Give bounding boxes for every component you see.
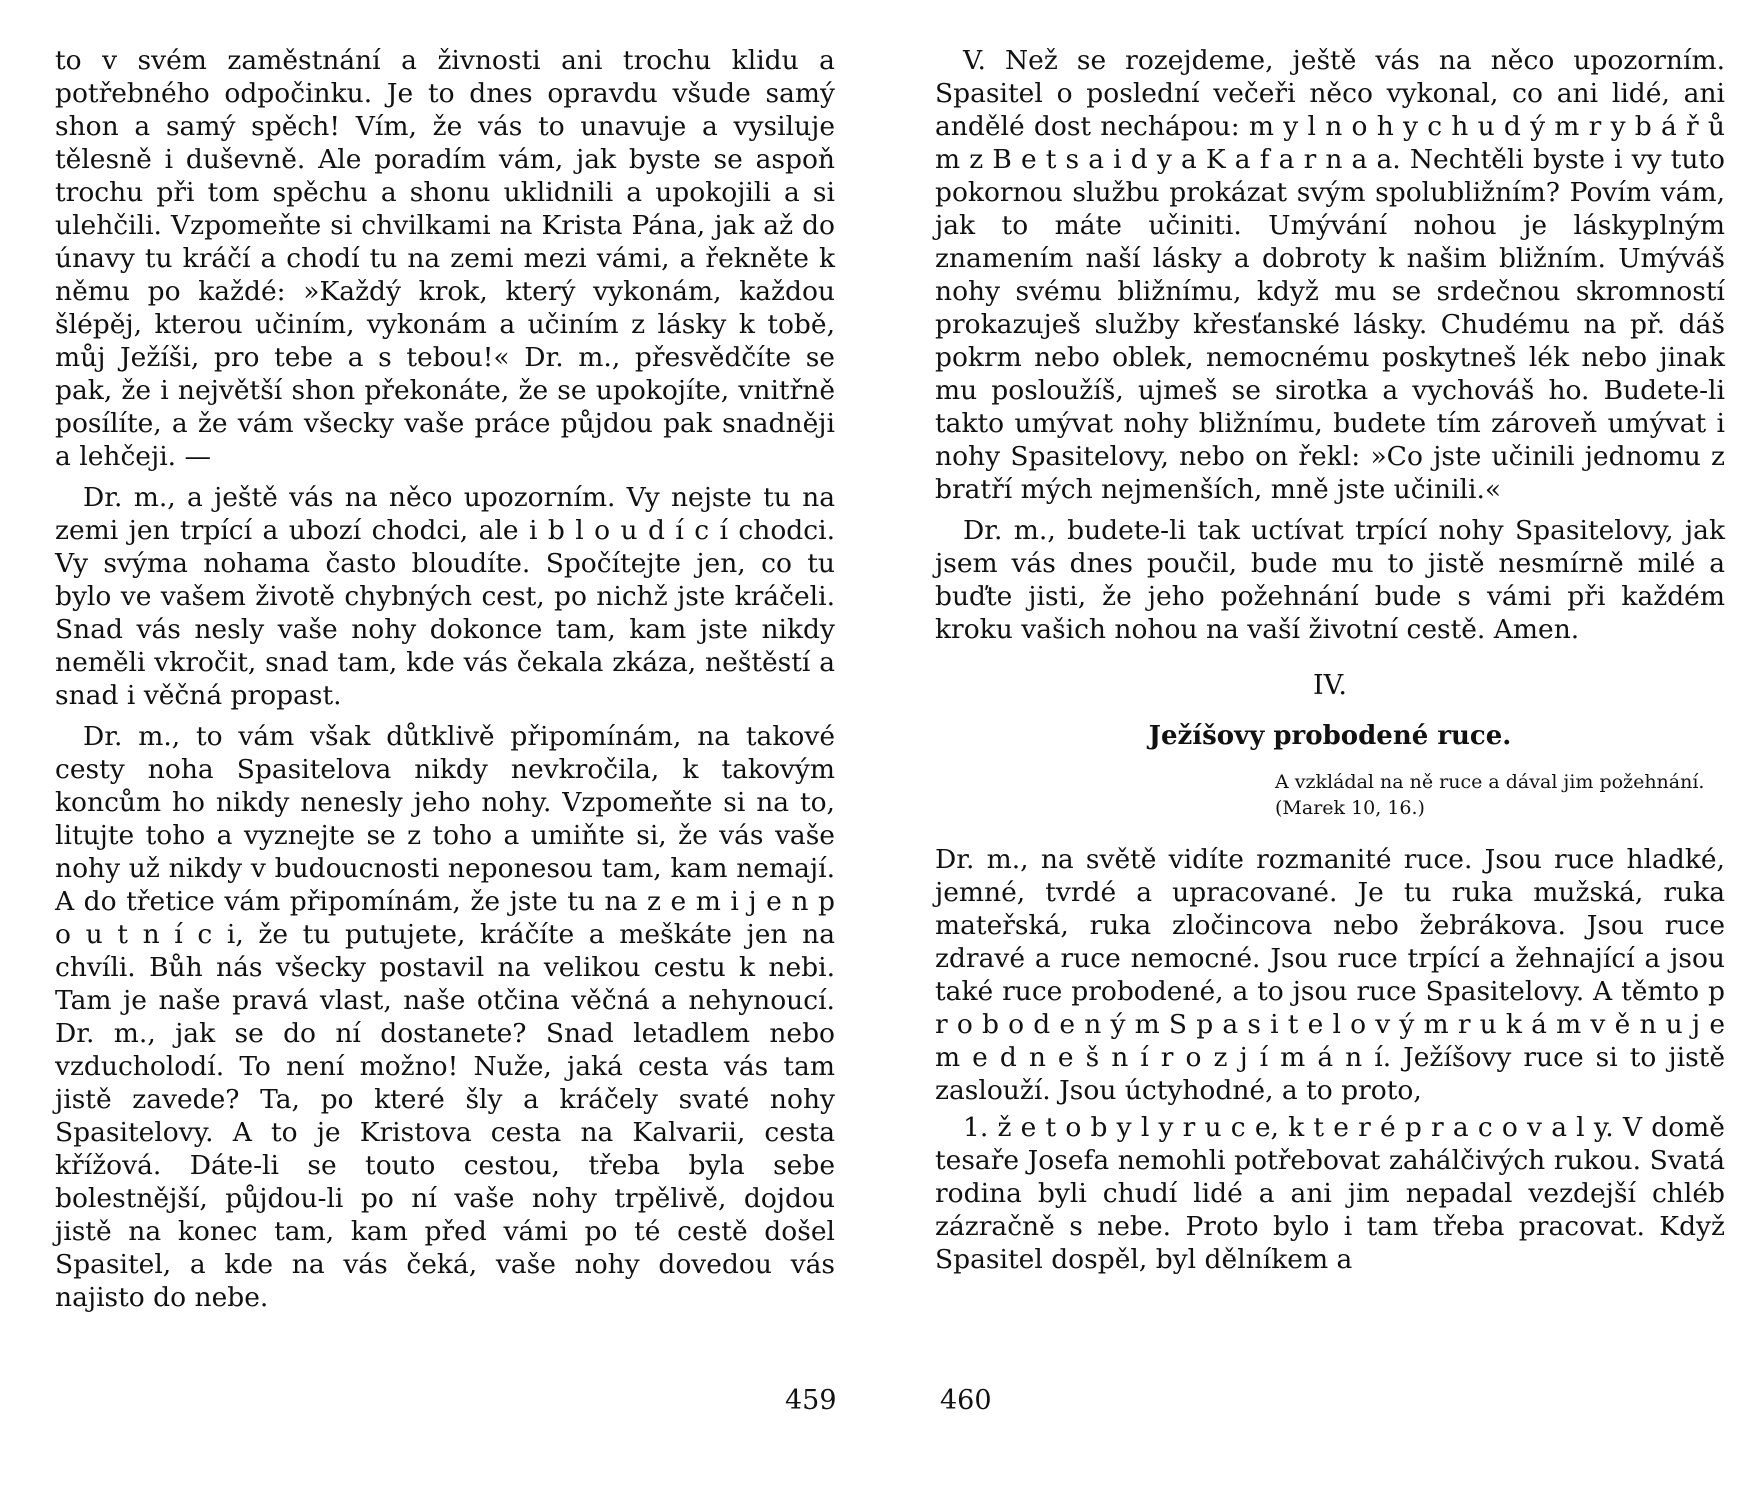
right-paragraph-2: Dr. m., budete-li tak uctívat trpící nohy Spasitelovy, jak jsem vás dnes poučil, bude mu to jistě nesmírně milé a buďte jisti, že jeho požehnání bude s vámi při každém kroku vašich nohou na vaší životní cestě. Amen. [935,515,1725,645]
right-paragraph-3: Dr. m., na světě vidíte rozmanité ruce. Jsou ruce hladké, jemné, tvrdé a upracované. Je tu ruka mužská, ruka mateřská, ruka zločincova nebo žebrákova. Jsou ruce zdravé a ruce nemocné. Jsou ruce trpící a žehnající a jsou také ruce probodené, a to jsou ruce Spasitelovy. A těmto p r o b o d e n ý m S p a s i t e l o v ý m r u k á m v ě n u j e m e d n e š n í r o z j í m á n í. Ježíšovy ruce si to jistě zaslouží. Jsou úctyhodné, a to proto, [935,844,1725,1106]
left-page-number: 459 [785,1385,837,1416]
left-paragraph-3: Dr. m., to vám však důtklivě připomínám, na takové cesty noha Spasitelova nikdy nevkročila, k takovým koncům ho nikdy nenesly jeho nohy. Vzpomeňte si na to, litujte toho a vyznejte se z toho a umiňte si, že vás vaše nohy už nikdy v budoucnosti neponesou tam, kam nemají. A do třetice vám připomínám, že jste tu na z e m i j e n p o u t n í c i, že tu putujete, kráčíte a meškáte jen na chvíli. Bůh nás všecky postavil na velikou cestu k nebi. Tam je naše pravá vlast, naše otčina věčná a nehynoucí. Dr. m., jak se do ní dostanete? Snad letadlem nebo vzducholodí. To není možno! Nuže, jaká cesta vás tam jistě zavede? Ta, po které šly a kráčely svaté nohy Spasitelovy. A to je Kristova cesta na Kalvarii, cesta křížová. Dáte-li se touto cestou, třeba byla sebe bolestnější, půjdou-li po ní vaše nohy trpělivě, dojdou jistě na konec tam, kam před vámi po té cestě došel Spasitel, a kde na vás čeká, vaše nohy dovedou vás najisto do nebe. [55,721,835,1313]
left-page [55,44,835,1314]
right-paragraph-1: V. Než se rozejdeme, ještě vás na něco upozorním. Spasitel o poslední večeři něco vykonal, co ani lidé, ani andělé dost nechápou: m y l n o h y c h u d ý m r y b á ř ů m z B e t s a i d y a K a f a r n a a. Nechtěli byste i vy tuto pokornou službu prokázat svým spolubližním? Povím vám, jak to máte učiniti. Umývání nohou je láskyplným znamením naší lásky a dobroty k našim bližním. Umýváš nohy svému bližnímu, když mu se srdečnou skromností prokazuješ služby křesťanské lásky. Chudému na př. dáš pokrm nebo oblek, nemocnému poskytneš lék nebo jinak mu posloužíš, ujmeš se sirotka a vychováš ho. Budete-li takto umývat nohy bližnímu, budete tím zároveň umývat i nohy Spasitelovy, nebo on řekl: »Co jste učinili jednomu z bratří mých nejmenších, mně jste učinili.« [935,45,1725,505]
left-paragraph-2: Dr. m., a ještě vás na něco upozorním. Vy nejste tu na zemi jen trpící a ubozí chodci, ale i b l o u d í c í chodci. Vy svýma nohama často bloudíte. Spočítejte jen, co tu bylo ve vašem životě chybných cest, po nichž jste kráčeli. Snad vás nesly vaše nohy dokonce tam, kam jste nikdy neměli vkročit, snad tam, kde vás čekala zkáza, neštěstí a snad i věčná propast. [55,482,835,711]
right-page [935,44,1725,1276]
right-paragraph-4: 1. ž e t o b y l y r u c e, k t e r é p r a c o v a l y. V domě tesaře Josefa nemohli potřebovat zahálčivých rukou. Svatá rodina byli chudí lidé a ani jim nepadal vezdejší chléb zázračně s nebe. Proto bylo i tam třeba pracovat. Když Spasitel dospěl, byl dělníkem a [935,1112,1725,1275]
left-paragraph-1: to v svém zaměstnání a živnosti ani trochu klidu a potřebného odpočinku. Je to dnes opravdu všude samý shon a samý spěch! Vím, že vás to unavuje a vysiluje tělesně i duševně. Ale poradím vám, jak byste se aspoň trochu při tom spěchu a shonu uklidnili a upokojili a si ulehčili. Vzpomeňte si chvilkami na Krista Pána, jak až do únavy tu kráčí a chodí tu na zemi mezi vámi, a řekněte k němu po každé: »Každý krok, který vykonám, každou šlépěj, kterou učiním, vykonám a učiním z lásky k tobě, můj Ježíši, pro tebe a s tebou!« Dr. m., přesvědčíte se pak, že i největší shon překonáte, že se upokojíte, vnitřně posílíte, a že vám všecky vaše práce půjdou pak snadněji a lehčeji. — [55,45,835,472]
section-number: IV. [1312,670,1348,701]
motto-quote: A vzkládal na ně ruce a dával jim požehnání. (Marek 10, 16.) [1275,771,1705,819]
section-title: Ježíšovy probodené ruce. [1148,721,1512,751]
right-page-number: 460 [940,1385,992,1416]
